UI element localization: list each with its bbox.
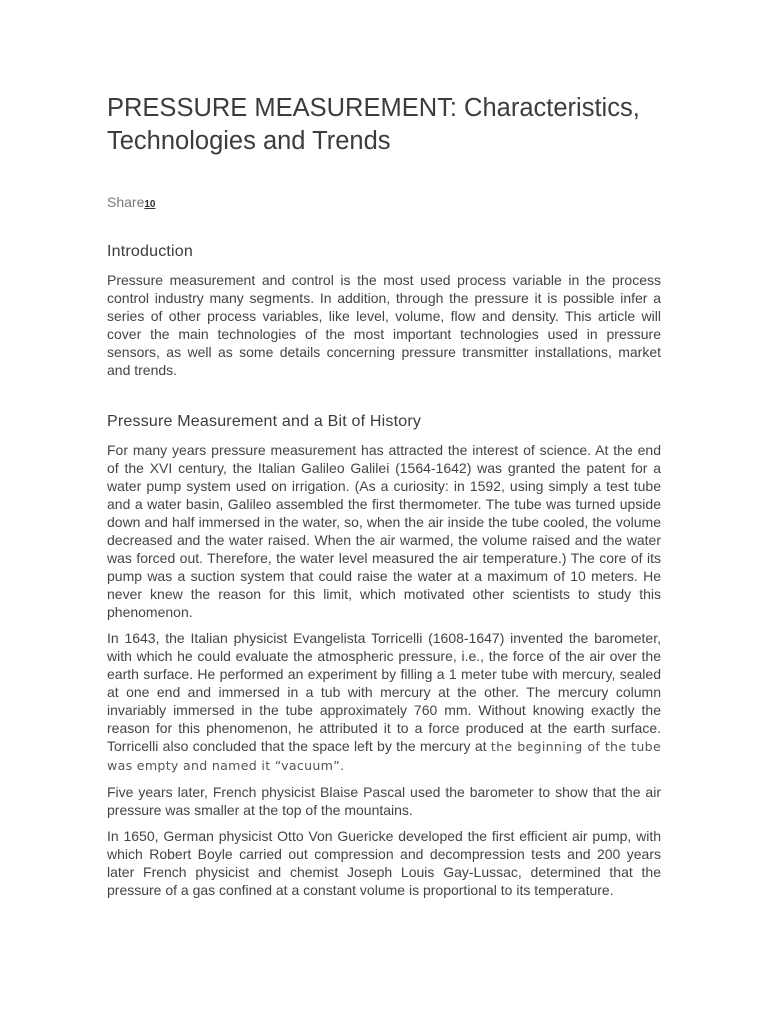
- history-paragraph-2-tail: the beginning of the tube was empty and named it “vacuum”.: [107, 739, 662, 773]
- page-title: PRESSURE MEASUREMENT: Characteristics, Technologies and Trends: [107, 94, 640, 155]
- history-paragraph-3: Five years later, French physicist Blaise Pascal used the barometer to show that the air pressure was smaller at the top of the mountains.: [107, 784, 661, 818]
- share-label[interactable]: Share: [107, 194, 145, 210]
- history-paragraph-2: [107, 629, 661, 775]
- share-count-link[interactable]: 10: [144, 199, 156, 210]
- introduction-heading: Introduction: [107, 243, 194, 260]
- history-paragraph-2-main: In 1643, the Italian physicist Evangelista Torricelli (1608-1647) invented the barometer, with which he could evaluate the atmospheric pressure, i.e., the force of the air over the earth surface. He performed an experiment by filling a 1 meter tube with mercury, sealed at one end and immersed in a tub with mercury at the other. The mercury column invariably immersed in the tube approximately 760 mm. Without knowing exactly the reason for this phenomenon, he attributed it to a force produced at the earth surface. Torricelli also concluded that the space left by the mercury at: [107, 630, 661, 754]
- introduction-paragraph: Pressure measurement and control is the most used process variable in the process control industry many segments. In addition, through the pressure it is possible infer a series of other process variables, like level, volume, flow and density. This article will cover the main technologies of the most important technologies used in pressure sensors, as well as some details concerning pressure transmitter installations, market and trends.: [107, 272, 661, 378]
- history-paragraph-4: In 1650, German physicist Otto Von Guericke developed the first efficient air pump, with which Robert Boyle carried out compression and decompression tests and 200 years later French physicist and chemist Joseph Louis Gay-Lussac, determined that the pressure of a gas confined at a constant volume is proportional to its temperature.: [107, 828, 661, 898]
- document-page: [107, 92, 661, 899]
- share-widget[interactable]: [107, 194, 661, 214]
- history-paragraph-1: For many years pressure measurement has attracted the interest of science. At the end of the XVI century, the Italian Galileo Galilei (1564-1642) was granted the patent for a water pump system used on irrigation. (As a curiosity: in 1592, using simply a test tube and a water basin, Galileo assembled the first thermometer. The tube was turned upside down and half immersed in the water, so, when the air inside the tube cooled, the volume decreased and the water raised. When the air warmed, the volume raised and the water was forced out. Therefore, the water level measured the air temperature.) The core of its pump was a suction system that could raise the water at a maximum of 10 meters. He never knew the reason for this limit, which motivated other scientists to study this phenomenon.: [107, 442, 661, 620]
- history-heading: Pressure Measurement and a Bit of History: [107, 413, 422, 430]
